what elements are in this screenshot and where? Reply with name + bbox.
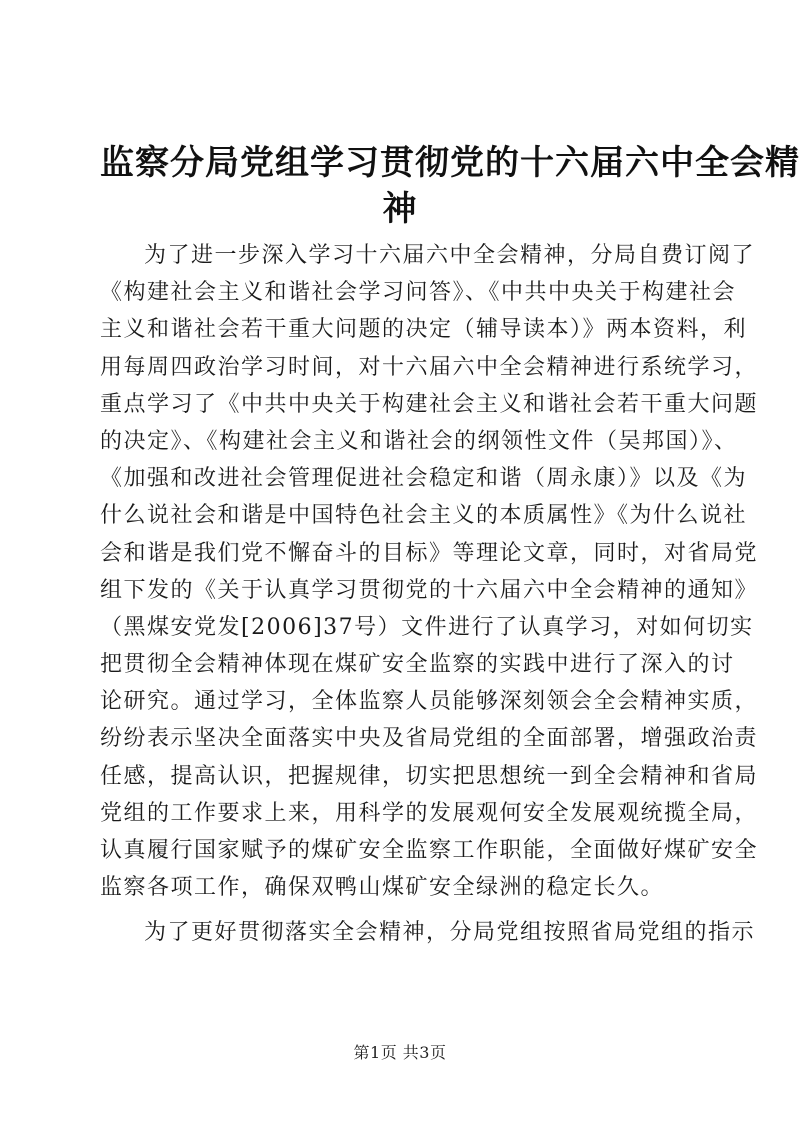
page-number: 第1页 共3页 (353, 1043, 447, 1062)
text-line: 纷纷表示坚决全面落实中央及省局党组的全面部署，增强政治责 (100, 726, 759, 752)
text-line: 把贯彻全会精神体现在煤矿安全监察的实践中进行了深入的讨 (100, 652, 735, 678)
text-line: 认真履行国家赋予的煤矿安全监察工作职能，全面做好煤矿安全 (100, 838, 759, 863)
text-line: 重点学习了《中共中央关于构建社会主义和谐社会若干重大问题 (100, 391, 759, 417)
title-line-1: 监察分局党组学习贯彻党的十六届六中全会精 (100, 143, 800, 183)
paragraph-2 (100, 914, 756, 951)
text-line: 为了更好贯彻落实全会精神，分局党组按照省局党组的指示 (144, 920, 756, 946)
text-line: 什么说社会和谐是中国特色社会主义的本质属性》《为什么说社 (100, 503, 748, 529)
text-line: 《构建社会主义和谐社会学习问答》、《中共中央关于构建社会 (100, 280, 737, 306)
document-title (100, 140, 800, 232)
text-line: 党组的工作要求上来，用科学的发展观何安全发展观统揽全局， (100, 800, 759, 826)
title-line-2: 神 (382, 189, 418, 229)
text-line: 论研究。通过学习，全体监察人员能够深刻领会全会精神实质， (100, 689, 759, 715)
text-line: 主义和谐社会若干重大问题的决定（辅导读本）》两本资料，利 (100, 317, 748, 343)
text-line: 组下发的《关于认真学习贯彻党的十六届六中全会精神的通知》 (100, 577, 759, 603)
text-line: 的决定》、《构建社会主义和谐社会的纲领性文件（吴邦国）》、 (100, 428, 738, 454)
text-line: 监察各项工作，确保双鸭山煤矿安全绿洲的稳定长久。 (100, 875, 665, 901)
paragraph-1 (100, 237, 759, 906)
text-line: 任感，提高认识，把握规律，切实把思想统一到全会精神和省局 (100, 763, 759, 789)
text-line: 《加强和改进社会管理促进社会稳定和谐（周永康）》以及《为 (100, 466, 748, 492)
text-line: 为了进一步深入学习十六届六中全会精神，分局自费订阅了 (144, 243, 756, 268)
document-body (100, 237, 759, 952)
text-line: （黑煤安党发[2006]37号）文件进行了认真学习，对如何切实 (100, 614, 754, 640)
text-line: 用每周四政治学习时间，对十六届六中全会精神进行系统学习， (100, 354, 759, 380)
text-line: 会和谐是我们党不懈奋斗的目标》等理论文章，同时，对省局党 (100, 540, 759, 566)
